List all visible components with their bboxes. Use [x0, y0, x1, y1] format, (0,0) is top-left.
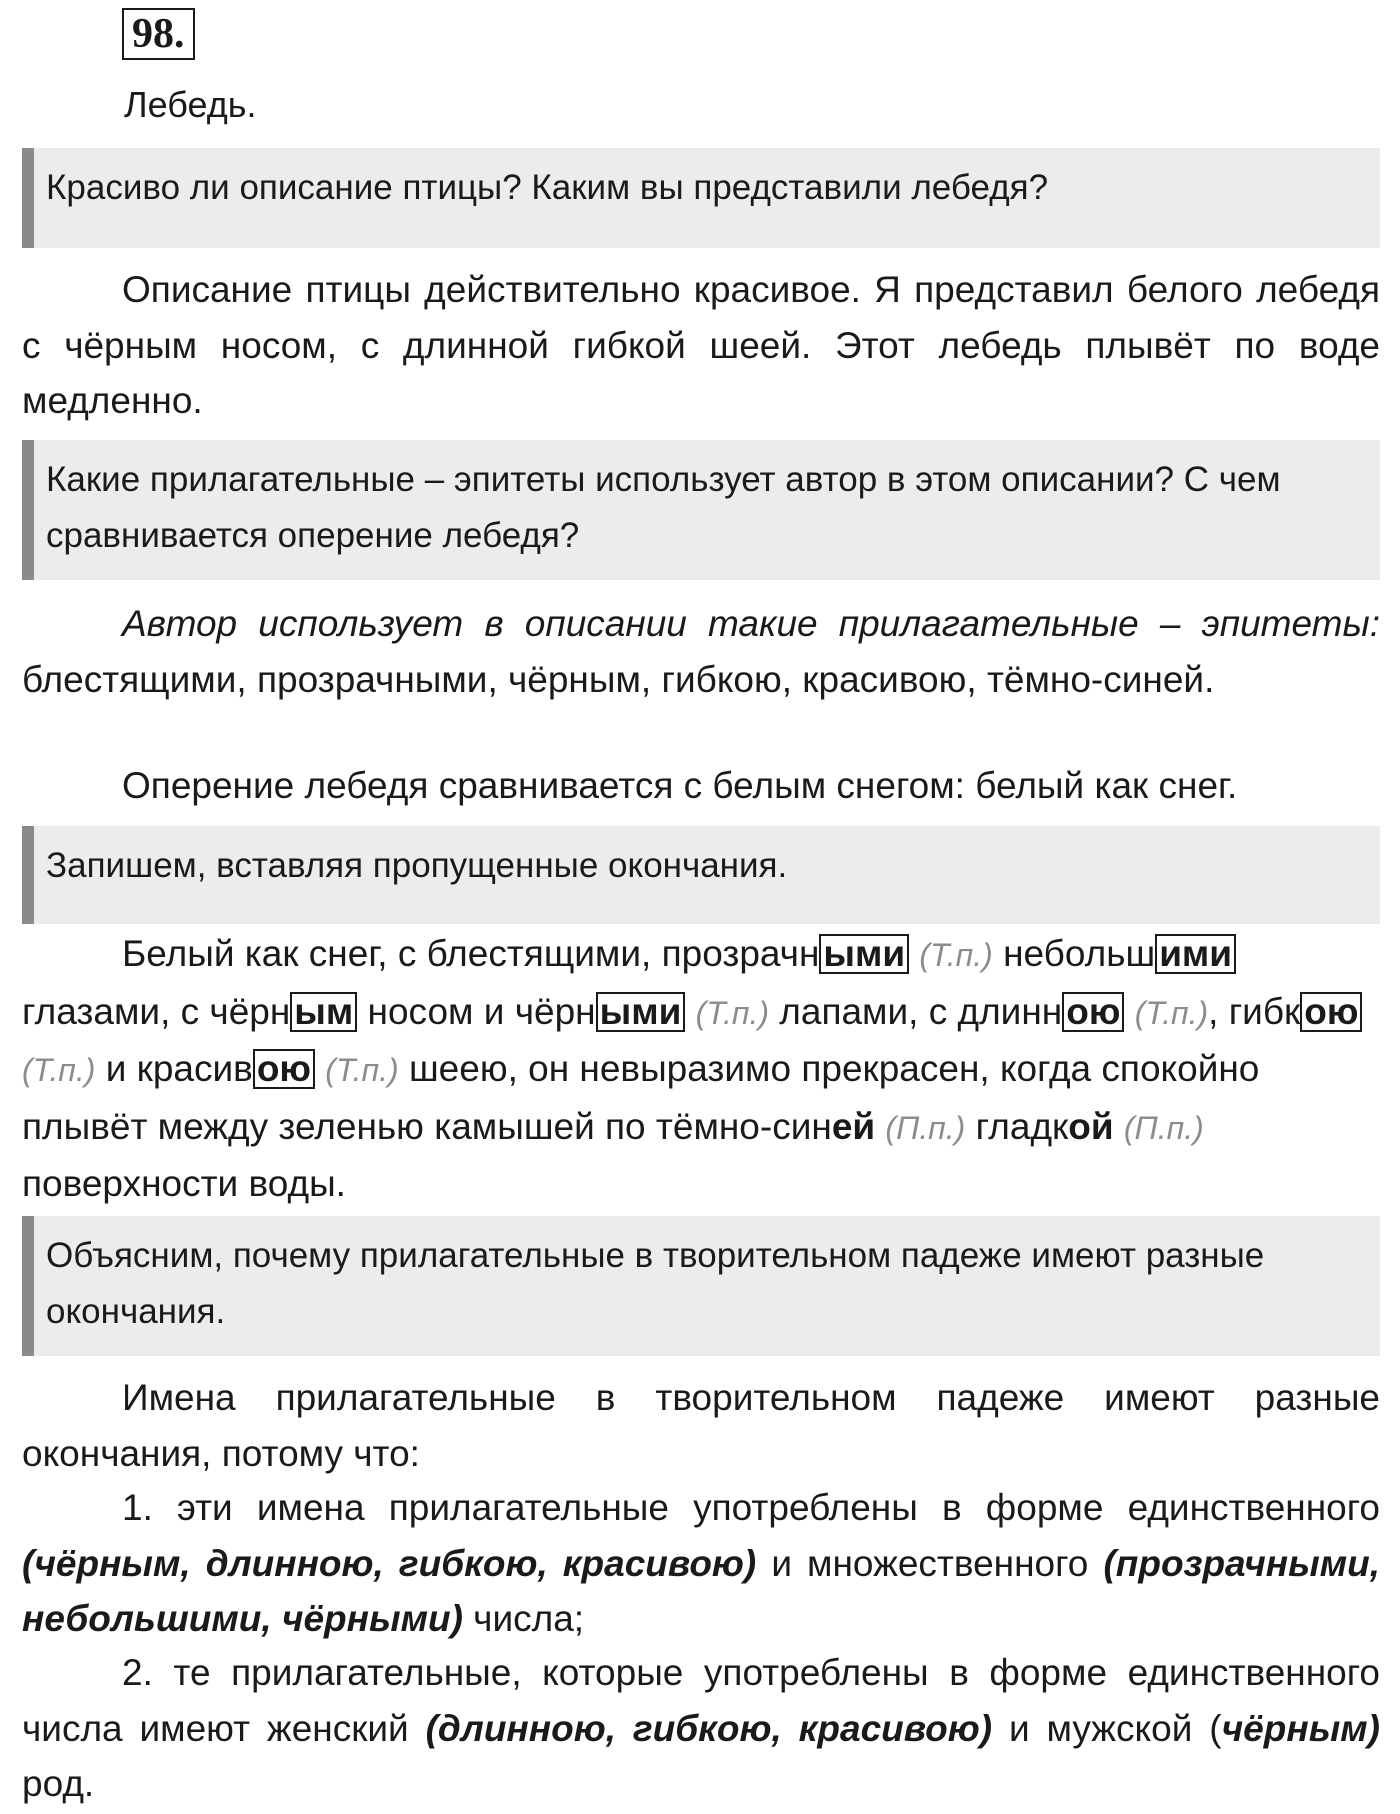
case-label: (Т.п.) — [1134, 994, 1209, 1031]
answer-4 — [22, 1370, 1380, 1481]
text-part: лапами, с длинн — [779, 990, 1063, 1032]
answer-2-list: блестящими, прозрачными, чёрным, гибкою, красивою, тёмно-синей. — [22, 658, 1215, 700]
ending-box: ыми — [819, 934, 909, 974]
answer-2-epithets — [22, 596, 1380, 707]
case-label: (Т.п.) — [22, 1052, 96, 1088]
text-part: поверхности воды. — [22, 1163, 346, 1204]
bold-ending: ой — [1068, 1105, 1114, 1147]
question-block-4: Объясним, почему прилагательные в творительном падеже имеют разные окончания. — [22, 1216, 1380, 1356]
text-part: 1. эти имена прилагательные употреблены в форме единственного — [122, 1487, 1380, 1528]
text-part: 2. те прилагательные, которые употреблены в форме единственного числа имеют женский — [22, 1652, 1380, 1749]
text-part: и красив — [105, 1048, 253, 1089]
ending-box: ою — [1062, 992, 1124, 1032]
bold-ending: ей — [831, 1105, 876, 1147]
example-words: чёрным) — [1221, 1707, 1380, 1749]
question-block-2: Какие прилагательные – эпитеты использует автор в этом описании? С чем сравнивается оперение лебедя? — [22, 440, 1380, 580]
answer-2-compare — [22, 758, 1380, 814]
answer-5-point-1 — [22, 1480, 1380, 1647]
example-words: (длинною, гибкою, красивою) — [425, 1707, 993, 1749]
text-part: род. — [22, 1763, 95, 1804]
example-words: (чёрным, длинною, гибкою, красивою) — [22, 1542, 757, 1584]
case-label: (Т.п.) — [919, 937, 993, 973]
ending-box: ими — [1155, 934, 1236, 974]
answer-1-text: Описание птицы действительно красивое. Я представил белого лебедя с чёрным носом, с длинной гибкой шеей. Этот лебедь плывёт по воде медленно. — [22, 269, 1380, 421]
text-part: шеею, он невыразимо прекрасен, когда спокойно плывёт между зеленью камышей по тёмно-син — [22, 1048, 1260, 1147]
text-part: гладк — [975, 1105, 1069, 1147]
ending-box: ою — [253, 1049, 315, 1089]
case-label: (П.п.) — [1123, 1109, 1204, 1146]
text-part: числа; — [462, 1598, 585, 1639]
question-block-1: Красиво ли описание птицы? Каким вы представили лебедя? — [22, 148, 1380, 248]
ending-box: ыми — [596, 992, 686, 1032]
ending-box: ым — [290, 992, 357, 1032]
example-words: (прозрачными, небольшими, чёрными) — [22, 1542, 1380, 1639]
answer-2-compare-text: Оперение лебедя сравнивается с белым снегом: белый как снег. — [122, 765, 1238, 806]
ending-box: ою — [1300, 992, 1362, 1032]
answer-3-text: Белый как снег, с блестящими, прозрачн ыми (Т.п.) небольш ими глазами, с чёрн ым носом и чёрн ыми (Т.п.) лапами, с длинн ою (Т.п.), гибк ою (Т.п.) и красив ою (Т.п.) шеею, он невыразимо прекрасен, когда спокойно плывёт между зеленью камышей по тёмно-синей (П.п.) гладкой (П.п.) поверхности воды. — [22, 926, 1380, 1212]
case-label: (Т.п.) — [695, 994, 769, 1031]
answer-1 — [22, 262, 1380, 429]
text-part: и мужской ( — [992, 1707, 1222, 1749]
text-part: Белый как снег, с блестящими, прозрачн — [122, 933, 820, 974]
answer-6-point-2 — [22, 1645, 1380, 1812]
case-label: (Т.п.) — [325, 1052, 399, 1088]
text-part: носом и чёрн — [367, 990, 596, 1032]
answer-4-text: Имена прилагательные в творительном падеже имеют разные окончания, потому что: — [22, 1377, 1380, 1474]
text-part: глазами, с чёрн — [22, 990, 291, 1032]
text-part: гибк — [1228, 990, 1301, 1032]
case-label: (П.п.) — [885, 1109, 966, 1146]
question-block-3: Запишем, вставляя пропущенные окончания. — [22, 826, 1380, 924]
text-part: и множественного — [756, 1542, 1104, 1584]
exercise-number: 98. — [122, 8, 195, 60]
answer-2-intro: Автор использует в описании такие прилагательные – эпитеты: — [122, 603, 1380, 644]
story-title: Лебедь. — [124, 84, 257, 125]
text-part: небольш — [1003, 933, 1156, 974]
